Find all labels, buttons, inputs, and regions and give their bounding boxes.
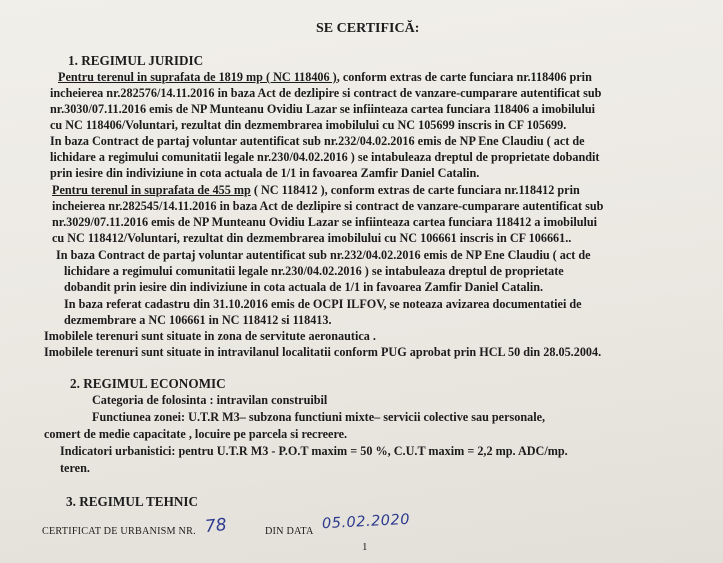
economic-line-2: Functiunea zonei: U.T.R M3– subzona functiuni mixte– servicii colective sau personale, xyxy=(92,410,546,424)
juridic-line-7: prin iesire din indiviziune in cota actuala de 1/1 in favoarea Zamfir Daniel Catalin. xyxy=(50,166,480,180)
date-handwritten: 05.02.2020 xyxy=(321,511,411,533)
underlined-text: Pentru terenul in suprafata de 1819 mp ( NC 118406 ) xyxy=(58,70,337,84)
juridic-line-13: lichidare a regimului comunitatii legale nr.230/04.02.2016 ) se intabuleaza dreptul de proprietate xyxy=(64,264,564,278)
date-label: DIN DATA xyxy=(265,526,314,537)
juridic-line-1 xyxy=(58,70,592,85)
juridic-line-3: nr.3030/07.11.2016 emis de NP Munteanu Ovidiu Lazar se infiinteaza cartea funciara 118406 a imobilului xyxy=(50,102,596,116)
juridic-line-14: dobandit prin iesire din indiviziune in cota actuala de 1/1 in favoarea Zamfir Daniel Catalin. xyxy=(64,280,544,294)
juridic-line-4: cu NC 118406/Voluntari, rezultat din dezmembrarea imobilului cu NC 105699 inscris in CF 105699. xyxy=(50,118,567,132)
paragraph-text: , conform extras de carte funciara nr.118406 prin xyxy=(336,70,592,84)
juridic-line-16: dezmembrare a NC 106661 in NC 118412 si 118413. xyxy=(64,313,332,327)
juridic-line-2: incheierea nr.282576/14.11.2016 in baza Act de dezlipire si contract de vanzare-cumparare autentificat sub xyxy=(50,86,602,100)
section-heading-tehnic: 3. REGIMUL TEHNIC xyxy=(66,494,199,509)
document-title: SE CERTIFICĂ: xyxy=(316,21,420,36)
juridic-line-8 xyxy=(52,183,580,198)
certificate-number-label: CERTIFICAT DE URBANISM NR. xyxy=(42,526,196,537)
juridic-line-6: lichidare a regimului comunitatii legale nr.230/04.02.2016 ) se intabuleaza dreptul de proprietate dobandit xyxy=(50,150,600,164)
juridic-line-12: In baza Contract de partaj voluntar autentificat sub nr.232/04.02.2016 emis de NP Ene Claudiu ( act de xyxy=(56,248,591,262)
juridic-line-15: In baza referat cadastru din 31.10.2016 emis de OCPI ILFOV, se noteaza avizarea documentatiei de xyxy=(64,297,582,311)
juridic-line-9: incheierea nr.282545/14.11.2016 in baza Act de dezlipire si contract de vanzare-cumparare autentificat sub xyxy=(52,199,604,213)
juridic-line-11: cu NC 118412/Voluntari, rezultat din dezmembrarea imobilului cu NC 106661 inscris in CF 106661.. xyxy=(52,231,572,245)
economic-line-5: teren. xyxy=(60,461,90,475)
juridic-line-17: Imobilele terenuri sunt situate in zona de servitute aeronautica . xyxy=(44,329,376,343)
economic-line-1: Categoria de folosinta : intravilan construibil xyxy=(92,393,328,407)
juridic-line-10: nr.3029/07.11.2016 emis de NP Munteanu Ovidiu Lazar se infiinteaza cartea funciara 118412 a imobilului xyxy=(52,215,598,229)
economic-line-3: comert de medie capacitate , locuire pe parcela si recreere. xyxy=(44,427,348,441)
section-heading-economic: 2. REGIMUL ECONOMIC xyxy=(70,376,226,391)
paragraph-text: ( NC 118412 ), conform extras de carte funciara nr.118412 prin xyxy=(250,183,580,197)
section-heading-juridic: 1. REGIMUL JURIDIC xyxy=(68,53,204,68)
page-number: 1 xyxy=(362,541,368,553)
juridic-line-5: In baza Contract de partaj voluntar autentificat sub nr.232/04.02.2016 emis de NP Ene Claudiu ( act de xyxy=(50,134,585,148)
juridic-line-18: Imobilele terenuri sunt situate in intravilanul localitatii conform PUG aprobat prin HCL 50 din 28.05.2004. xyxy=(44,345,602,359)
certificate-number-handwritten: 78 xyxy=(204,514,228,538)
economic-line-4: Indicatori urbanistici: pentru U.T.R M3 - P.O.T maxim = 50 %, C.U.T maxim = 2,2 mp. ADC/mp. xyxy=(60,444,568,458)
underlined-text: Pentru terenul in suprafata de 455 mp xyxy=(52,183,251,197)
